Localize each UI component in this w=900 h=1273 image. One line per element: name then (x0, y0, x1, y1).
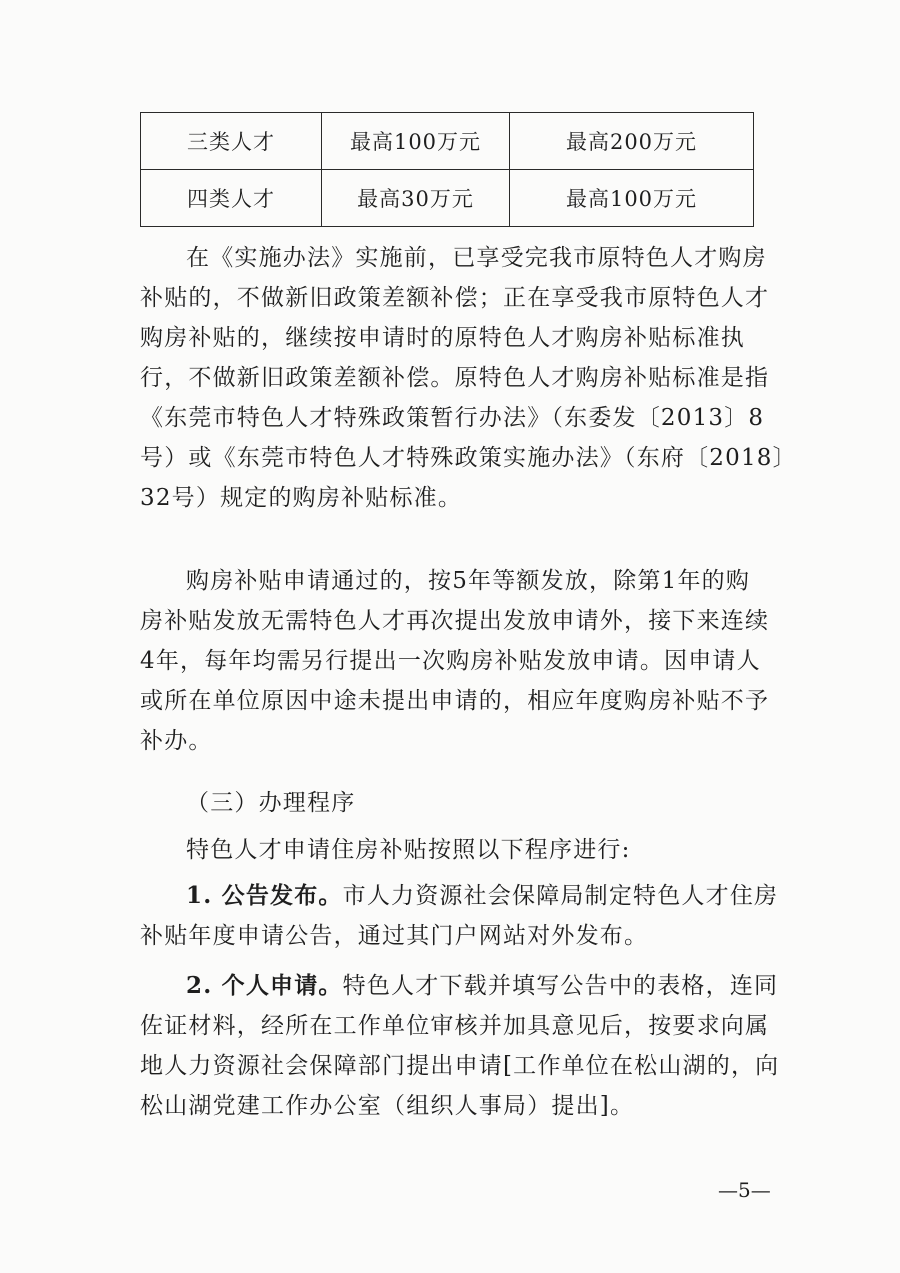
text-line: 补贴的，不做新旧政策差额补偿；正在享受我市原特色人才 (140, 285, 770, 311)
step-2 (140, 966, 780, 1126)
table-cell: 最高30万元 (322, 170, 510, 227)
heading-text: （三）办理程序 (186, 790, 356, 816)
text-line (140, 876, 779, 916)
subsidy-table (140, 112, 754, 227)
paragraph-transition-policy (140, 238, 797, 518)
text-line: 《东莞市特色人才特殊政策暂行办法》（东委发〔2013〕8 (140, 405, 765, 431)
text-line: 在《实施办法》实施前，已享受完我市原特色人才购房 (186, 245, 767, 271)
step-1 (140, 876, 779, 956)
page-number: —5— (718, 1178, 771, 1202)
text-line: 购房补贴的，继续按申请时的原特色人才购房补贴标准执 (140, 325, 745, 351)
text-line: 32号）规定的购房补贴标准。 (140, 485, 463, 511)
table-cell: 最高200万元 (510, 113, 754, 170)
step-text: 特色人才下载并填写公告中的表格，连同 (342, 973, 779, 999)
text-line: 号）或《东莞市特色人才特殊政策实施办法》（东府〔2018〕 (140, 445, 797, 471)
section-heading (140, 783, 755, 823)
text-line: 或所在单位原因中途未提出申请的，相应年度购房补贴不予 (140, 688, 770, 714)
text-line: 4年，每年均需另行提出一次购房补贴发放申请。因申请人 (140, 648, 761, 674)
table-cell: 最高100万元 (322, 113, 510, 170)
paragraph-payment-schedule (140, 561, 770, 761)
table-cell: 四类人才 (141, 170, 322, 227)
text-line: 佐证材料，经所在工作单位审核并加具意见后，按要求向属 (140, 1013, 770, 1039)
text-line: 特色人才申请住房补贴按照以下程序进行: (186, 837, 631, 863)
table-row (141, 170, 754, 227)
table-row (141, 113, 754, 170)
text-line: 购房补贴申请通过的，按5年等额发放，除第1年的购 (186, 568, 751, 594)
step-text: 市人力资源社会保障局制定特色人才住房 (342, 883, 779, 909)
text-line: 补贴年度申请公告，通过其门户网站对外发布。 (140, 923, 649, 949)
text-line: 行，不做新旧政策差额补偿。原特色人才购房补贴标准是指 (140, 365, 770, 391)
text-line: 地人力资源社会保障部门提出申请[工作单位在松山湖的，向 (140, 1053, 780, 1079)
text-line: 补办。 (140, 728, 213, 754)
table-cell: 三类人才 (141, 113, 322, 170)
text-line: 松山湖党建工作办公室（组织人事局）提出]。 (140, 1093, 635, 1119)
step-title: 2. 个人申请。 (186, 972, 343, 999)
step-title: 1. 公告发布。 (186, 882, 343, 909)
text-line (140, 966, 779, 1006)
paragraph-intro (140, 830, 755, 870)
table-cell: 最高100万元 (510, 170, 754, 227)
text-line: 房补贴发放无需特色人才再次提出发放申请外，接下来连续 (140, 608, 770, 634)
